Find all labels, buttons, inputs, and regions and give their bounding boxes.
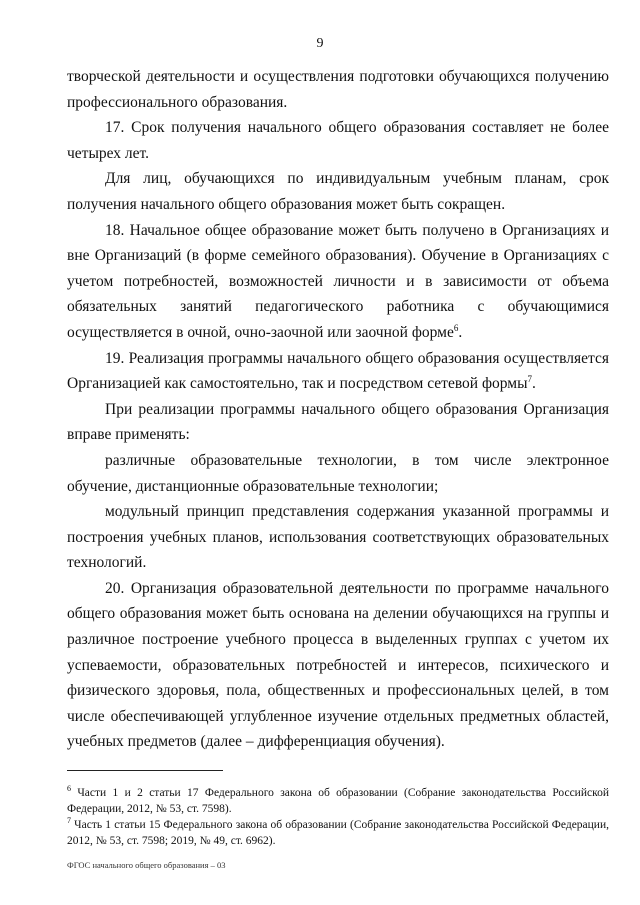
footnote-ref-7[interactable]: 7 xyxy=(527,373,532,384)
footnotes xyxy=(67,785,609,849)
paragraph-18-end: . xyxy=(458,323,463,341)
paragraph-19-modular: модульный принцип представления содержания указанной программы и построения учебных планов, использования соответствующих образовательных технологий. xyxy=(67,503,609,572)
paragraph-17-individual-plans: Для лиц, обучающихся по индивидуальным учебным планам, срок получения начального общего образования может быть сокращен. xyxy=(67,170,609,213)
paragraph-18-text: 18. Начальное общее образование может быть получено в Организациях и вне Организаций (в форме семейного образования). Обучение в Организациях с учетом потребностей, возможностей личности и в зависимости от объема обязательных занятий педагогического работника с обучающимися осуществляется в очной, очно-заочной или заочной форме xyxy=(67,221,609,341)
footnote-6 xyxy=(67,785,609,817)
page-number: 9 xyxy=(316,36,324,51)
document-body xyxy=(67,64,609,755)
footnote-7-text: Часть 1 статьи 15 Федерального закона об образовании (Собрание законодательства Российской Федерации, 2012, № 53, ст. 7598; 2019, № 49, ст. 6962). xyxy=(67,819,609,847)
paragraph-20: 20. Организация образовательной деятельности по программе начального общего образования может быть основана на делении обучающихся на группы и различное построение учебного процесса в выделенных группах с учетом их успеваемости, образовательных потребностей и интересов, психического и физического здоровья, пола, общественных и профессиональных целей, в том числе обеспечивающей углубленное изучение отдельных предметных областей, учебных предметов (далее – дифференциация обучения). xyxy=(67,579,609,751)
footnote-6-mark: 6 xyxy=(67,784,71,794)
paragraph-17: 17. Срок получения начального общего образования составляет не более четырех лет. xyxy=(67,119,609,162)
footnote-ref-6[interactable]: 6 xyxy=(453,322,459,333)
document-code: ФГОС начального общего образования – 03 xyxy=(67,860,226,870)
paragraph-19-end: . xyxy=(531,375,536,393)
paragraph-18 xyxy=(67,218,609,346)
footnote-7 xyxy=(67,817,609,849)
paragraph-continuation: творческой деятельности и осуществления подготовки обучающихся получению профессионального образования. xyxy=(67,68,609,111)
paragraph-19-technologies: различные образовательные технологии, в том числе электронное обучение, дистанционные образовательные технологии; xyxy=(67,451,609,495)
paragraph-19 xyxy=(67,346,609,397)
footnote-rule xyxy=(67,770,223,771)
footnote-6-text: Части 1 и 2 статьи 17 Федерального закона об образовании (Собрание законодательства Российской Федерации, 2012, № 53, ст. 7598). xyxy=(67,787,609,815)
paragraph-19-may-apply: При реализации программы начального общего образования Организация вправе применять: xyxy=(67,400,609,444)
paragraph-19-text: 19. Реализация программы начального общего образования осуществляется Организацией как самостоятельно, так и посредством сетевой формы xyxy=(67,349,609,393)
footnote-7-mark: 7 xyxy=(67,816,71,826)
